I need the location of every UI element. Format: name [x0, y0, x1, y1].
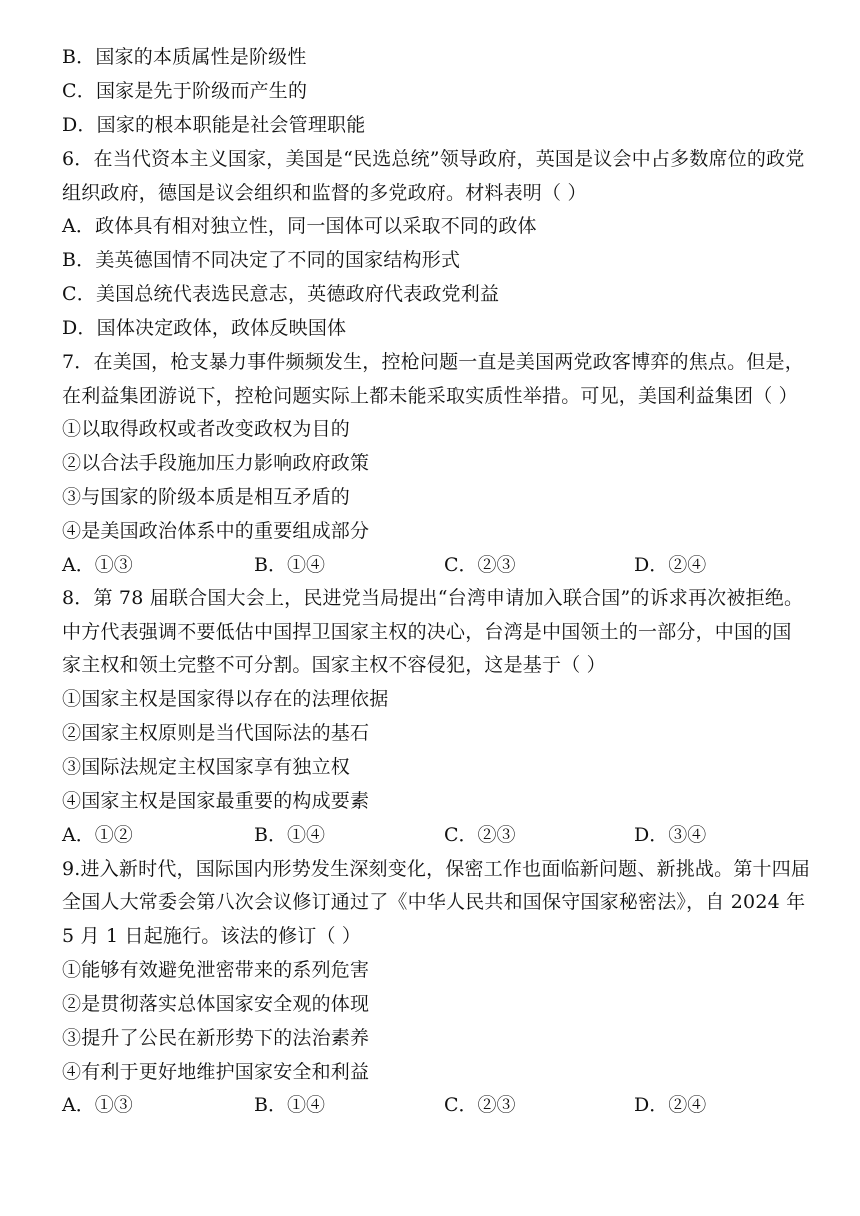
q8-statement-2: ②国家主权原则是当代国际法的基石 — [62, 722, 370, 744]
q9-statement-2: ②是贯彻落实总体国家安全观的体现 — [62, 993, 370, 1015]
q9-statement-1: ①能够有效避免泄密带来的系列危害 — [62, 959, 370, 981]
q7-choice-a: A．①③ — [62, 554, 133, 576]
q8-statement-3: ③国际法规定主权国家享有独立权 — [62, 756, 351, 778]
q8-choices — [62, 822, 822, 848]
q8-stem-line-1: 8．第 78 届联合国大会上，民进党当局提出“台湾申请加入联合国”的诉求再次被拒绝。 — [62, 587, 804, 609]
q7-choices — [62, 552, 822, 578]
q8-stem-line-3: 家主权和领土完整不可分割。国家主权不容侵犯，这是基于（ ） — [62, 654, 606, 676]
q7-statement-2: ②以合法手段施加压力影响政府政策 — [62, 452, 370, 474]
q7-stem-line-2: 在利益集团游说下，控枪问题实际上都未能采取实质性举措。可见，美国利益集团（ ） — [62, 385, 798, 407]
q6-option-d: D．国体决定政体，政体反映国体 — [62, 317, 347, 339]
q7-choice-b: B．①④ — [254, 554, 325, 576]
q5-option-c: C．国家是先于阶级而产生的 — [62, 80, 308, 102]
q9-stem-line-1: 9.进入新时代，国际国内形势发生深刻变化，保密工作也面临新问题、新挑战。第十四届 — [62, 858, 811, 880]
q7-choice-d: D．②④ — [634, 554, 707, 576]
q7-statement-4: ④是美国政治体系中的重要组成部分 — [62, 520, 370, 542]
q8-choice-a: A．①② — [62, 824, 133, 846]
q7-choice-c: C．②③ — [444, 554, 516, 576]
q8-stem-line-2: 中方代表强调不要低估中国捍卫国家主权的决心，台湾是中国领土的一部分，中国的国 — [62, 621, 792, 643]
q8-choice-b: B．①④ — [254, 824, 325, 846]
q9-choice-d: D．②④ — [634, 1094, 707, 1116]
q6-stem-line-1: 6．在当代资本主义国家，美国是“民选总统”领导政府，英国是议会中占多数席位的政党 — [62, 148, 805, 170]
q8-choice-c: C．②③ — [444, 824, 516, 846]
q8-statement-4: ④国家主权是国家最重要的构成要素 — [62, 790, 370, 812]
q6-option-c: C．美国总统代表选民意志，英德政府代表政党利益 — [62, 283, 500, 305]
q9-choices — [62, 1092, 822, 1118]
q9-choice-a: A．①③ — [62, 1094, 133, 1116]
q9-stem-line-2: 全国人大常委会第八次会议修订通过了《中华人民共和国保守国家秘密法》，自 2024 年 — [62, 891, 806, 913]
q9-stem-line-3: 5 月 1 日起施行。该法的修订（ ） — [62, 925, 362, 947]
q6-option-b: B．美英德国情不同决定了不同的国家结构形式 — [62, 249, 461, 271]
q7-statement-3: ③与国家的阶级本质是相互矛盾的 — [62, 486, 351, 508]
q8-statement-1: ①国家主权是国家得以存在的法理依据 — [62, 688, 389, 710]
q6-option-a: A．政体具有相对独立性，同一国体可以采取不同的政体 — [62, 215, 537, 237]
q9-choice-c: C．②③ — [444, 1094, 516, 1116]
q9-choice-b: B．①④ — [254, 1094, 325, 1116]
q9-statement-3: ③提升了公民在新形势下的法治素养 — [62, 1027, 370, 1049]
q8-choice-d: D．③④ — [634, 824, 707, 846]
q5-option-d: D．国家的根本职能是社会管理职能 — [62, 114, 366, 136]
q7-statement-1: ①以取得政权或者改变政权为目的 — [62, 418, 351, 440]
q9-statement-4: ④有利于更好地维护国家安全和利益 — [62, 1061, 370, 1083]
q6-stem-line-2: 组织政府，德国是议会组织和监督的多党政府。材料表明（ ） — [62, 182, 587, 204]
q5-option-b: B．国家的本质属性是阶级性 — [62, 46, 307, 68]
q7-stem-line-1: 7．在美国，枪支暴力事件频频发生，控枪问题一直是美国两党政客博弈的焦点。但是， — [62, 351, 804, 373]
